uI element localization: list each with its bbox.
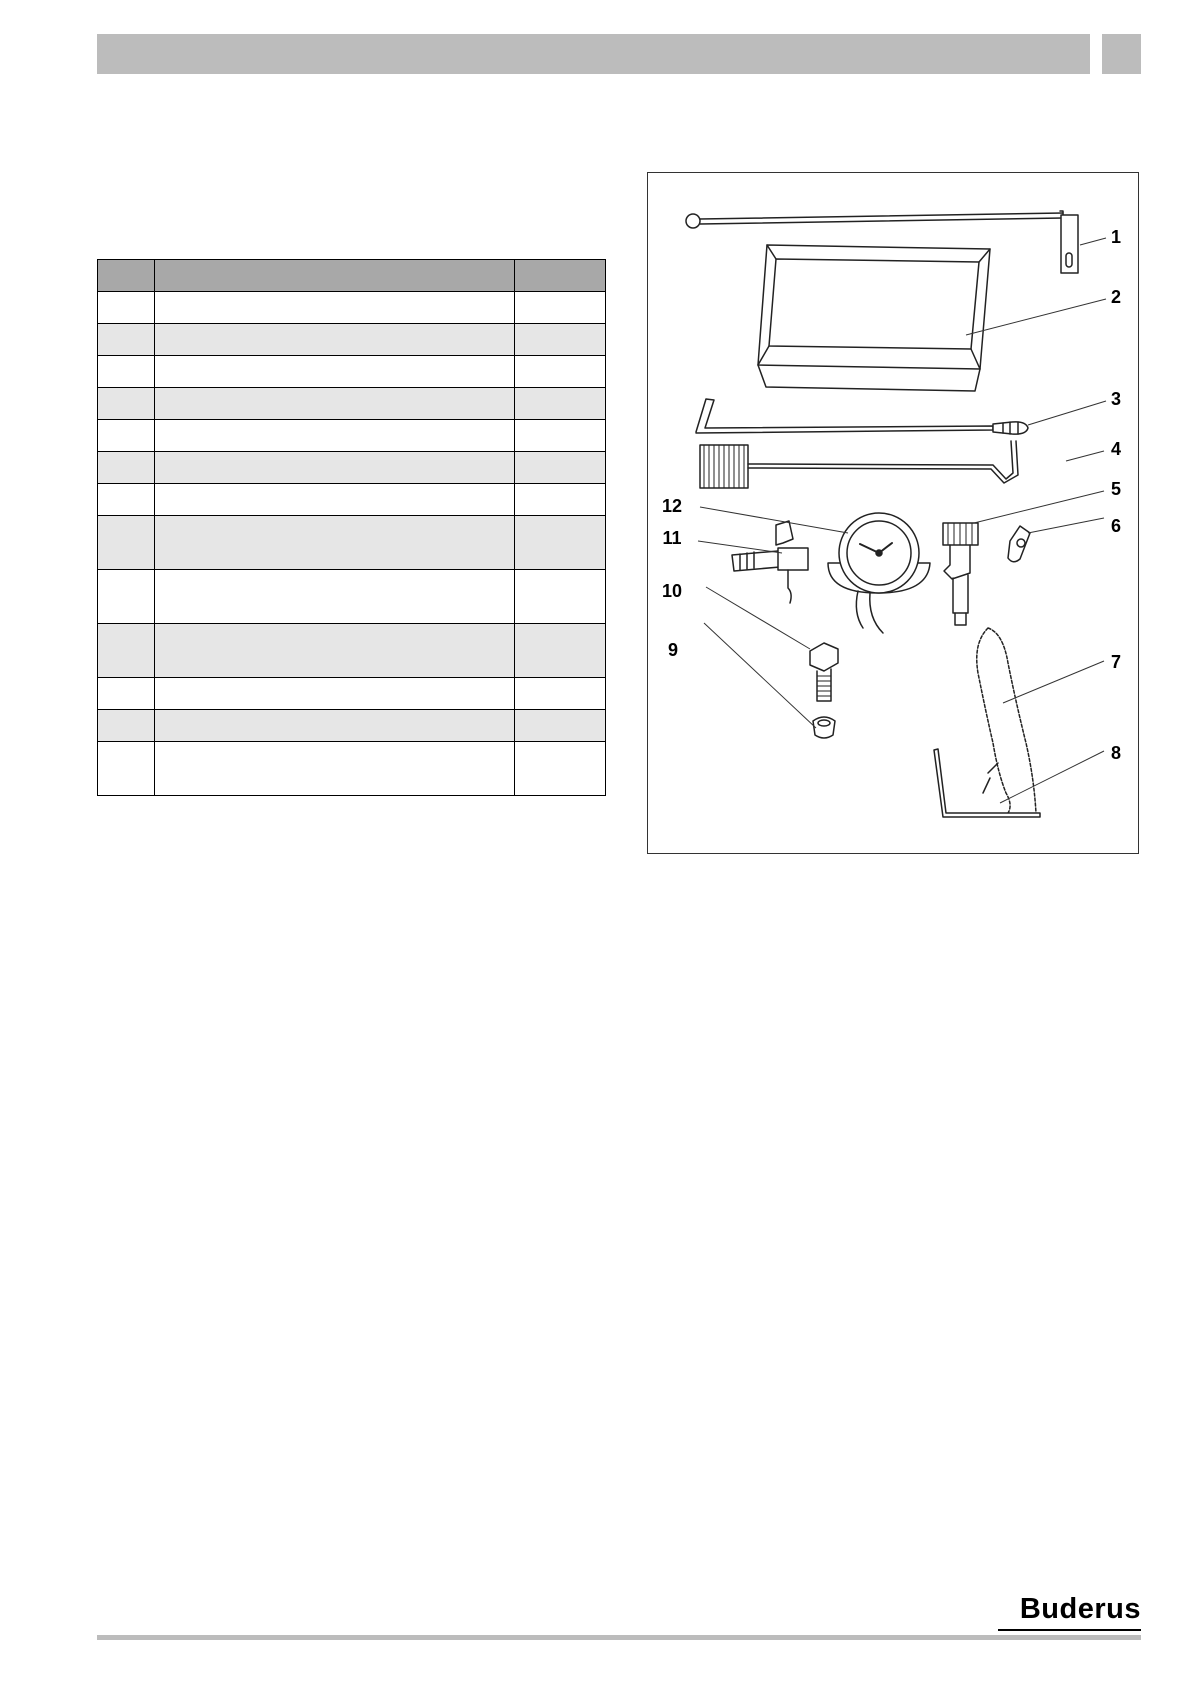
table-cell	[515, 742, 606, 796]
accessories-figure	[647, 172, 1139, 854]
table-cell	[98, 388, 155, 420]
table-cell	[515, 516, 606, 570]
table-cell	[155, 388, 515, 420]
table-cell	[98, 324, 155, 356]
table-cell	[98, 742, 155, 796]
callout-8: 8	[1110, 743, 1122, 763]
nut-drawing	[813, 717, 835, 738]
table-row	[98, 678, 606, 710]
table-cell	[155, 452, 515, 484]
table-cell	[98, 484, 155, 516]
safety-valve-drawing	[943, 523, 978, 625]
cleaning-hook-drawing	[696, 399, 1028, 434]
table-cell	[98, 420, 155, 452]
col-header-pos	[98, 260, 155, 292]
table-cell	[515, 324, 606, 356]
gauge-drawing	[828, 513, 930, 633]
table-row	[98, 516, 606, 570]
table-row	[98, 570, 606, 624]
table-row	[98, 388, 606, 420]
callout-7: 7	[1110, 652, 1122, 672]
callout-12: 12	[661, 496, 683, 516]
table-cell	[515, 356, 606, 388]
col-header-quantity	[515, 260, 606, 292]
table-cell	[515, 570, 606, 624]
table-row	[98, 484, 606, 516]
table-cell	[515, 420, 606, 452]
ash-tray-drawing	[758, 245, 990, 391]
cleaning-brush-drawing	[700, 441, 1018, 488]
table-row	[98, 420, 606, 452]
footer-line	[97, 1635, 1141, 1640]
chain-drawing	[977, 628, 1036, 813]
table-row	[98, 356, 606, 388]
knob-screw-drawing	[810, 643, 838, 701]
table-cell	[98, 356, 155, 388]
table-row	[98, 452, 606, 484]
table-cell	[515, 292, 606, 324]
table-cell	[155, 356, 515, 388]
callout-10: 10	[661, 581, 683, 601]
fitting-drawing	[1008, 526, 1030, 562]
table-cell	[155, 710, 515, 742]
table-cell	[515, 678, 606, 710]
l-hook-drawing	[934, 749, 1040, 817]
table-cell	[155, 420, 515, 452]
callout-9: 9	[667, 640, 679, 660]
table-cell	[515, 452, 606, 484]
table-cell	[155, 292, 515, 324]
table-cell	[98, 516, 155, 570]
table-cell	[515, 484, 606, 516]
table-cell	[98, 452, 155, 484]
table-cell	[515, 388, 606, 420]
parts-table	[97, 259, 606, 796]
table-row	[98, 742, 606, 796]
callout-6: 6	[1110, 516, 1122, 536]
table-cell	[155, 516, 515, 570]
table-cell	[515, 624, 606, 678]
table-row	[98, 292, 606, 324]
table-cell	[98, 678, 155, 710]
table-cell	[98, 570, 155, 624]
accessories-illustration	[648, 173, 1140, 855]
callout-2: 2	[1110, 287, 1122, 307]
table-cell	[155, 324, 515, 356]
callout-3: 3	[1110, 389, 1122, 409]
table-cell	[98, 624, 155, 678]
table-cell	[155, 484, 515, 516]
brand-logo: Buderus	[1019, 1593, 1141, 1625]
table-cell	[515, 710, 606, 742]
callout-4: 4	[1110, 439, 1122, 459]
callout-11: 11	[662, 528, 682, 548]
table-cell	[98, 710, 155, 742]
table-row	[98, 710, 606, 742]
table-row	[98, 624, 606, 678]
table-header-row	[98, 260, 606, 292]
drain-valve-drawing	[732, 521, 808, 603]
brand-underline	[998, 1629, 1141, 1631]
callout-5: 5	[1110, 479, 1122, 499]
table-cell	[155, 678, 515, 710]
table-row	[98, 324, 606, 356]
table-cell	[155, 624, 515, 678]
table-cell	[155, 570, 515, 624]
header-page-tab	[1102, 34, 1141, 74]
header-bar	[97, 34, 1090, 74]
callout-1: 1	[1110, 227, 1122, 247]
table-cell	[98, 292, 155, 324]
table-cell	[155, 742, 515, 796]
col-header-description	[155, 260, 515, 292]
